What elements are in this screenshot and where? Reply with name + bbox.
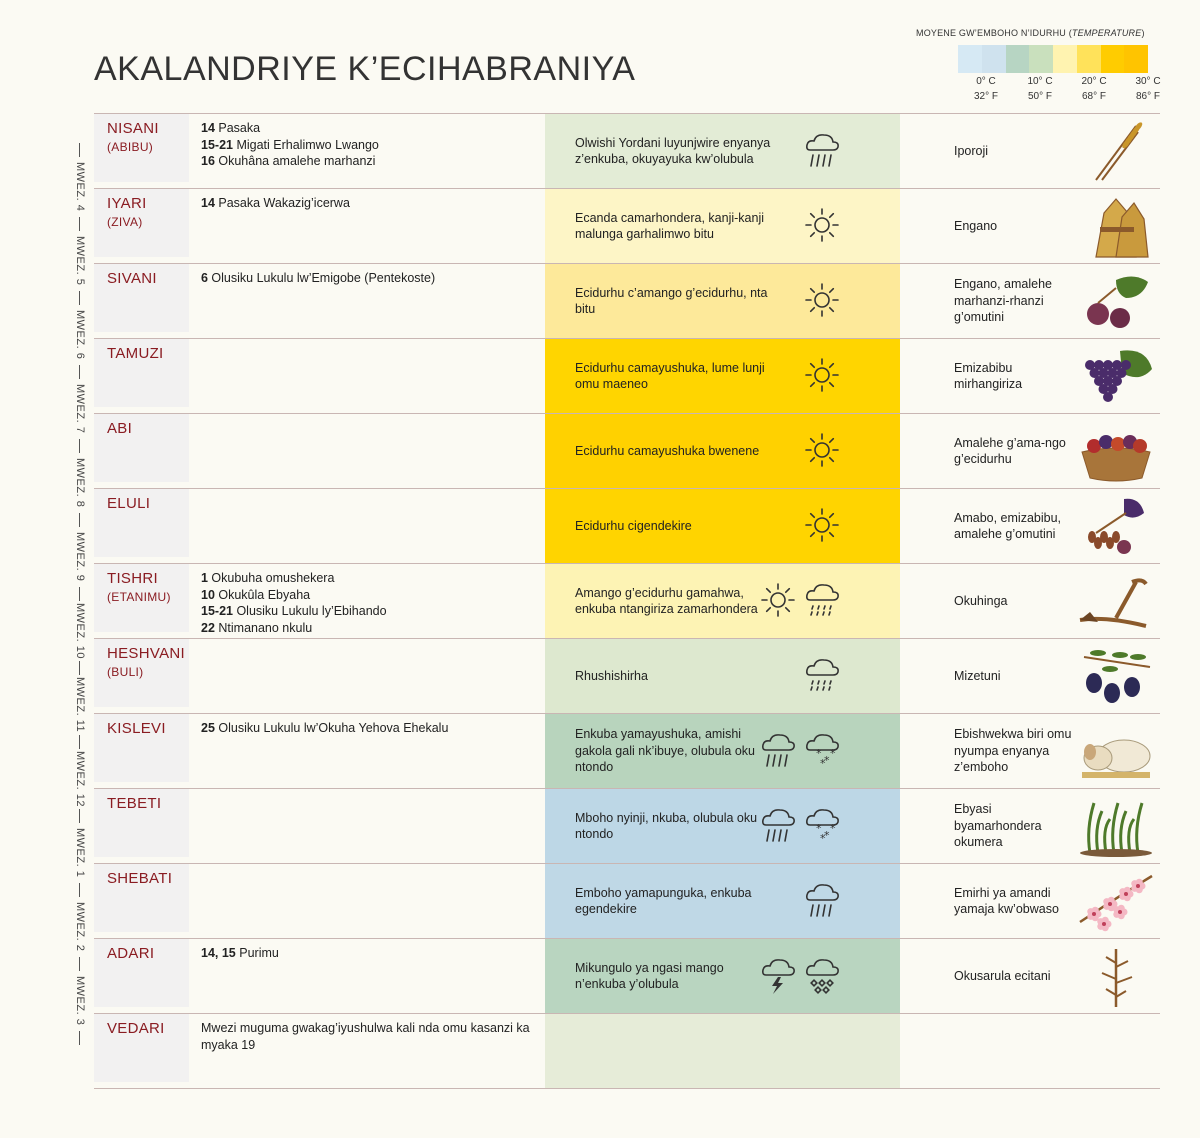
- month-cell: [94, 789, 189, 857]
- sun-icon: [802, 505, 842, 545]
- sun-icon: [802, 430, 842, 470]
- festival-name: Pasaka Wakazig’icerwa: [214, 196, 350, 210]
- weather-text: Ecidurhu camayushuka, lume lunji omu maeneo: [575, 360, 765, 391]
- side-month-label: [70, 668, 90, 742]
- side-month-label: [70, 594, 90, 668]
- month-row: [94, 1013, 1160, 1089]
- weather-text: Amango g’ecidurhu gamahwa, enkuba ntangiriza zamarhondera: [575, 585, 758, 616]
- festival-date: 22: [201, 620, 215, 635]
- weather-description: [575, 864, 775, 938]
- side-month-label: [70, 742, 90, 816]
- produce-text: Iporoji: [954, 143, 989, 158]
- weather-icons: [802, 505, 842, 545]
- festival-date: 25: [201, 721, 215, 735]
- festival-date: 16: [201, 154, 215, 168]
- festival-list: [201, 1020, 541, 1053]
- sun-icon: [802, 280, 842, 320]
- festival-list: [201, 570, 541, 636]
- weather-cell: [545, 564, 900, 638]
- temperature-ticks: [916, 74, 1166, 104]
- month-name: ADARI: [107, 945, 155, 962]
- month-name: TEBETI: [107, 795, 162, 812]
- grapes-icon: [1076, 343, 1156, 409]
- festival-item: [201, 195, 541, 212]
- legend-swatch: [1053, 45, 1077, 73]
- festival-date: 6: [201, 271, 208, 285]
- side-month-text: MWEZ. 6: [74, 310, 86, 360]
- festival-item: [201, 587, 541, 604]
- month-name: VEDARI: [107, 1020, 165, 1037]
- month-name: NISANI: [107, 120, 159, 137]
- month-row: [94, 188, 1160, 263]
- drizzle-icon: [802, 655, 842, 695]
- produce-icon-wrap: [1076, 568, 1156, 634]
- hail-icon: [802, 955, 842, 995]
- side-separator: [79, 661, 80, 675]
- flax-icon: [1076, 943, 1156, 1009]
- sun-icon: [802, 355, 842, 395]
- svg-text:*: *: [830, 747, 836, 760]
- month-cell: [94, 564, 189, 632]
- produce-icon-wrap: [1076, 268, 1156, 334]
- rain-icon: [758, 730, 798, 770]
- sun-icon: [802, 205, 842, 245]
- month-row: [94, 263, 1160, 338]
- weather-description: [575, 339, 775, 413]
- side-separator: [79, 957, 80, 971]
- produce-text: Engano: [954, 218, 998, 233]
- hebrew-calendar-table: [94, 113, 1160, 1089]
- produce-description: [954, 789, 1079, 863]
- month-name: IYARI: [107, 195, 147, 212]
- weather-cell: [545, 489, 900, 563]
- produce-icon-wrap: [1076, 793, 1156, 859]
- side-month-label: [70, 520, 90, 594]
- side-month-text: MWEZ. 1: [74, 828, 86, 878]
- festival-name: Pasaka: [214, 121, 261, 135]
- side-month-label: [70, 150, 90, 224]
- weather-description: [575, 939, 775, 1013]
- month-name: TISHRI: [107, 570, 158, 587]
- gregorian-month-labels: [70, 113, 90, 1079]
- side-month-label: [70, 816, 90, 890]
- festival-name: Purimu: [235, 946, 279, 960]
- weather-cell: [545, 189, 900, 263]
- side-separator: [79, 1031, 80, 1045]
- weather-icons: [758, 955, 842, 995]
- legend-swatch: [1029, 45, 1053, 73]
- month-cell: [94, 1014, 189, 1082]
- produce-icon-wrap: [1076, 943, 1156, 1009]
- weather-description: [575, 414, 775, 488]
- month-row: [94, 488, 1160, 563]
- weather-text: Ecidurhu cigendekire: [575, 518, 692, 533]
- weather-icons: [758, 730, 842, 770]
- festival-list: [201, 120, 541, 170]
- side-month-text: MWEZ. 7: [74, 384, 86, 434]
- festival-item: [201, 1020, 541, 1053]
- produce-description: [954, 114, 1079, 188]
- month-row: [94, 338, 1160, 413]
- produce-description: [954, 564, 1079, 638]
- month-row: [94, 863, 1160, 938]
- weather-icons: [802, 355, 842, 395]
- festival-name: Okuhâna amalehe marhanzi: [214, 154, 376, 168]
- month-alt-name: (ZIVA): [107, 215, 143, 229]
- svg-text:*: *: [816, 822, 822, 835]
- produce-icon-wrap: [1076, 643, 1156, 709]
- side-separator: [79, 513, 80, 527]
- side-month-text: MWEZ. 4: [74, 162, 86, 212]
- legend-tick: [956, 74, 1016, 104]
- weather-text: Olwishi Yordani luyunjwire enyanya z’enkuba, okuyayuka kw’olubula: [575, 135, 771, 166]
- side-separator: [79, 291, 80, 305]
- weather-cell: [545, 1014, 900, 1088]
- side-separator: [79, 809, 80, 823]
- tick-celsius: 10° C: [1027, 76, 1053, 87]
- sun-icon: [758, 580, 798, 620]
- tick-fahrenheit: 86° F: [1135, 91, 1160, 102]
- festival-list: [201, 195, 541, 212]
- festival-date: 14: [201, 196, 215, 210]
- festival-item: [201, 270, 541, 287]
- weather-cell: [545, 339, 900, 413]
- side-month-text: MWEZ. 10: [74, 603, 86, 659]
- side-month-text: MWEZ. 12: [74, 751, 86, 807]
- weather-cell: [545, 114, 900, 188]
- produce-description: [954, 189, 1079, 263]
- month-row: [94, 563, 1160, 638]
- side-separator: [79, 439, 80, 453]
- weather-icons: [758, 580, 842, 620]
- storm-icon: [758, 955, 798, 995]
- festival-name: Olusiku Lukulu lw’Emigobe (Pentekoste): [207, 271, 436, 285]
- month-row: [94, 113, 1160, 188]
- weather-cell: [545, 864, 900, 938]
- wheat-icon: [1076, 118, 1156, 184]
- legend-swatch: [1006, 45, 1030, 73]
- side-separator: [79, 883, 80, 897]
- tick-fahrenheit: 32° F: [973, 91, 998, 102]
- festival-date: 1: [201, 571, 208, 585]
- tick-celsius: 30° C: [1135, 76, 1161, 87]
- side-month-label: [70, 964, 90, 1038]
- produce-text: Emizabibu mirhangiriza: [954, 360, 1023, 391]
- produce-description: [954, 339, 1079, 413]
- festival-date: 15-21: [201, 137, 233, 152]
- produce-text: Okuhinga: [954, 593, 1008, 608]
- temperature-legend: [916, 28, 1166, 102]
- month-name: ABI: [107, 420, 133, 437]
- month-cell: [94, 864, 189, 932]
- month-cell: [94, 339, 189, 407]
- weather-icons: [802, 205, 842, 245]
- produce-text: Ebyasi byamarhondera okumera: [954, 802, 1042, 850]
- month-name: SHEBATI: [107, 870, 173, 887]
- almond-blossom-icon: [1076, 868, 1156, 934]
- festival-list: [201, 945, 541, 962]
- legend-swatch: [958, 45, 982, 73]
- produce-icon-wrap: [1076, 868, 1156, 934]
- weather-description: [575, 639, 775, 713]
- fruit-basket-icon: [1076, 418, 1156, 484]
- side-month-text: MWEZ. 8: [74, 458, 86, 508]
- weather-cell: [545, 414, 900, 488]
- weather-text: Rhushishirha: [575, 668, 648, 683]
- page-title: AKALANDRIYE K’ECIHABRANIYA: [94, 50, 636, 88]
- weather-icons: [802, 880, 842, 920]
- legend-swatch: [1101, 45, 1125, 73]
- festival-item: [201, 137, 541, 154]
- festival-list: [201, 270, 541, 287]
- svg-text:*: *: [816, 747, 822, 760]
- side-month-text: MWEZ. 3: [74, 976, 86, 1026]
- tick-celsius: 0° C: [976, 76, 996, 87]
- produce-icon-wrap: [1076, 493, 1156, 559]
- side-month-text: MWEZ. 2: [74, 902, 86, 952]
- produce-icon-wrap: [1076, 343, 1156, 409]
- side-month-text: MWEZ. 5: [74, 236, 86, 286]
- side-month-label: [70, 298, 90, 372]
- month-row: [94, 938, 1160, 1013]
- fig-icon: [1076, 268, 1156, 334]
- weather-text: Emboho yamapunguka, enkuba egendekire: [575, 885, 752, 916]
- festival-date: 14: [201, 121, 215, 135]
- tick-fahrenheit: 50° F: [1027, 91, 1052, 102]
- festival-name: Olusiku Lukulu ly’Ebihando: [232, 604, 387, 618]
- weather-description: [575, 189, 775, 263]
- produce-icon-wrap: [1076, 718, 1156, 784]
- legend-tick: [1118, 74, 1178, 104]
- festival-name: Okukûla Ebyaha: [214, 587, 311, 602]
- weather-text: Mikungulo ya ngasi mango n’enkuba y’olubula: [575, 960, 724, 991]
- produce-description: [954, 264, 1079, 338]
- weather-cell: [545, 639, 900, 713]
- side-month-label: [70, 372, 90, 446]
- month-name: HESHVANI: [107, 645, 185, 662]
- produce-text: Ebishwekwa biri omu nyumpa enyanya z’emboho: [954, 727, 1072, 775]
- festival-item: [201, 603, 541, 620]
- rain-icon: [802, 880, 842, 920]
- weather-icons: [758, 805, 842, 845]
- month-row: [94, 413, 1160, 488]
- produce-icon-wrap: [1076, 193, 1156, 259]
- month-cell: [94, 114, 189, 182]
- festival-item: [201, 120, 541, 137]
- weather-description: [575, 564, 775, 638]
- weather-text: Ecanda camarhondera, kanji-kanji malunga garhalimwo bitu: [575, 210, 764, 241]
- festival-date: 10: [201, 587, 215, 602]
- month-name: KISLEVI: [107, 720, 166, 737]
- side-separator: [79, 217, 80, 231]
- weather-description: [575, 489, 775, 563]
- svg-text:*: *: [820, 832, 826, 845]
- weather-cell: [545, 939, 900, 1013]
- weather-cell: [545, 789, 900, 863]
- month-cell: [94, 489, 189, 557]
- produce-text: Mizetuni: [954, 668, 1001, 683]
- festival-name: Ntimanano nkulu: [214, 620, 313, 635]
- weather-text: Ecidurhu c’amango g’ecidurhu, nta bitu: [575, 285, 768, 316]
- svg-text:*: *: [820, 757, 826, 770]
- produce-description: [954, 639, 1079, 713]
- produce-text: Amabo, emizabibu, amalehe g’omutini: [954, 510, 1062, 541]
- month-name: SIVANI: [107, 270, 157, 287]
- month-cell: [94, 714, 189, 782]
- month-row: [94, 638, 1160, 713]
- produce-text: Amalehe g’ama-ngo g’ecidurhu: [954, 435, 1066, 466]
- festival-name: Okubuha omushekera: [207, 571, 335, 585]
- produce-description: [954, 714, 1079, 788]
- festival-item: [201, 620, 541, 637]
- temperature-scale-bar: [958, 45, 1148, 73]
- produce-text: Engano, amalehe marhanzi-rhanzi g’omutini: [954, 277, 1052, 325]
- svg-text:*: *: [830, 822, 836, 835]
- weather-description: [575, 789, 775, 863]
- plow-icon: [1076, 568, 1156, 634]
- olives-icon: [1076, 643, 1156, 709]
- month-name: TAMUZI: [107, 345, 164, 362]
- produce-icon-wrap: [1076, 118, 1156, 184]
- sheaf-icon: [1076, 193, 1156, 259]
- festival-item: [201, 945, 541, 962]
- snow-icon: [802, 730, 842, 770]
- weather-description: [575, 114, 775, 188]
- weather-text: Enkuba yamayushuka, amishi gakola gali nk’ibuye, olubula oku ntondo: [575, 727, 755, 775]
- weather-icons: [802, 430, 842, 470]
- month-alt-name: (ETANIMU): [107, 590, 171, 604]
- legend-swatch: [1124, 45, 1148, 73]
- weather-cell: [545, 714, 900, 788]
- produce-description: [954, 864, 1079, 938]
- produce-icon-wrap: [1076, 418, 1156, 484]
- side-month-text: MWEZ. 11: [74, 677, 86, 733]
- month-row: [94, 788, 1160, 863]
- snow-icon: [802, 805, 842, 845]
- festival-name: Migati Erhalimwo Lwango: [232, 137, 379, 152]
- dates-icon: [1076, 493, 1156, 559]
- festival-name: Mwezi muguma gwakag’iyushulwa kali nda omu kasanzi ka myaka 19: [201, 1021, 530, 1052]
- legend-tick: [1010, 74, 1070, 104]
- side-month-label: [70, 224, 90, 298]
- weather-description: [575, 714, 775, 788]
- sheep-icon: [1076, 718, 1156, 784]
- festival-item: [201, 570, 541, 587]
- weather-description: [575, 264, 775, 338]
- weather-text: Mboho nyinji, nkuba, olubula oku ntondo: [575, 810, 758, 841]
- festival-name: Olusiku Lukulu lw’Okuha Yehova Ehekalu: [214, 721, 449, 735]
- month-name: ELULI: [107, 495, 151, 512]
- produce-text: Emirhi ya amandi yamaja kw’obwaso: [954, 885, 1059, 916]
- month-cell: [94, 414, 189, 482]
- festival-date: 14, 15: [201, 946, 236, 960]
- weather-icons: [802, 655, 842, 695]
- rain-icon: [758, 805, 798, 845]
- side-separator: [79, 735, 80, 749]
- festival-item: [201, 153, 541, 170]
- weather-text: Ecidurhu camayushuka bwenene: [575, 443, 760, 458]
- drizzle-icon: [802, 580, 842, 620]
- legend-caption: MOYENE GW’EMBOHO N’IDURHU (TEMPERATURE): [916, 28, 1145, 38]
- weather-icons: [802, 280, 842, 320]
- festival-date: 15-21: [201, 604, 233, 618]
- rain-icon: [802, 130, 842, 170]
- legend-swatch: [1077, 45, 1101, 73]
- tick-fahrenheit: 68° F: [1081, 91, 1106, 102]
- month-cell: [94, 189, 189, 257]
- festival-list: [201, 720, 541, 737]
- month-cell: [94, 264, 189, 332]
- month-cell: [94, 939, 189, 1007]
- festival-item: [201, 720, 541, 737]
- side-month-label: [70, 890, 90, 964]
- produce-description: [954, 489, 1079, 563]
- side-month-text: MWEZ. 9: [74, 532, 86, 582]
- produce-description: [954, 939, 1079, 1013]
- legend-swatch: [982, 45, 1006, 73]
- svg-text:*: *: [824, 829, 830, 842]
- tick-celsius: 20° C: [1081, 76, 1107, 87]
- weather-icons: [802, 130, 842, 170]
- side-month-label: [70, 446, 90, 520]
- produce-text: Okusarula ecitani: [954, 968, 1051, 983]
- month-row: [94, 713, 1160, 788]
- svg-text:*: *: [824, 754, 830, 767]
- side-separator: [79, 587, 80, 601]
- month-alt-name: (BULI): [107, 665, 144, 679]
- side-separator: [79, 143, 80, 157]
- month-cell: [94, 639, 189, 707]
- side-separator: [79, 365, 80, 379]
- month-alt-name: (ABIBU): [107, 140, 154, 154]
- legend-tick: [1064, 74, 1124, 104]
- produce-description: [954, 414, 1079, 488]
- weather-cell: [545, 264, 900, 338]
- sprouts-icon: [1076, 793, 1156, 859]
